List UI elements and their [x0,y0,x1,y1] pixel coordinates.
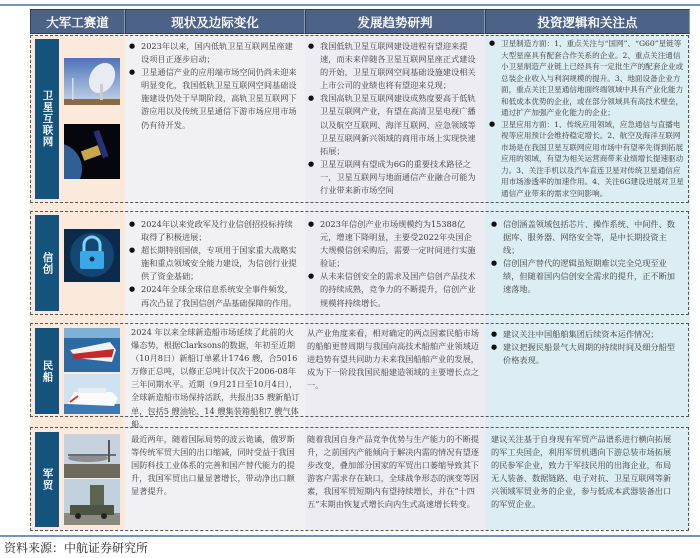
invest-item: ● 卫星应用方面：1、传统应用领域，应急通信与直播电视等应用预计会维持稳定增长。2、航空及海洋互联网市场是在我国卫星互联网应用市场中有望率先得到拓展应用的领域，有望为相关运营商带来业绩增长提速驱动力。3、关注手机以及汽车直连卫星对传统卫星通信应用市场渗透率的加速作用。4、关注6G建设进展对卫星通信产业带来的需求空间影响。 [489,119,685,200]
bottom-rule [0,535,700,537]
status-item: ● 2023年以来，国内低轨卫星互联网星座建设项目正逐步启动； [129,40,301,66]
row-label: 卫星互联网 [35,39,59,199]
row-xinchuang [30,211,689,315]
trend-item: ● 卫星互联网有望成为6G的重要技术路径之一，卫星互联网与地面通信产业融合可能为行业带来新市场空间 [308,158,482,197]
invest-item: ● 信创国产替代的逻辑虽短期难以完全兑现至业绩，但随着国内信创安全需求的提升，正不断加速落地。 [491,257,677,296]
header-trend: 发展趋势研判 [305,9,485,34]
invest-cell [491,433,677,512]
trend-text: 从产业角度来看，相对确定的两点因素民船市场的船舶更替周期与我国向高技术船舶产业领域迈进趋势有望共同助力未来我国船舶产业的发展，成为下一阶段我国民船建造领域的主要增长点之一。 [307,328,479,391]
row-civil-ships [30,323,689,429]
row-label: 民船 [35,328,59,414]
trend-item: ● 我国低轨卫星互联网建设进程有望迎来提速，而未来伴随各卫星互联网星座正式建设的开始，卫星互联网空间基础设施建设相关上市公司的业绩也将有望迎来兑现； [308,40,482,92]
row-satellite-internet [30,35,689,203]
trend-cell [307,433,483,512]
cruise-ship-image [64,374,120,414]
invest-cell [491,218,677,297]
top-rule [0,4,700,6]
invest-cell [489,38,685,199]
source-note: 资料来源：中航证券研究所 [4,541,149,555]
status-item: ● 卫星通信产业的应用端市场空间仍尚未迎来明显变化，我国低轨卫星互联网空间基础设施建设仍处于早期阶段，高轨卫星互联网下游应用以及传统卫星通信下游市场应用市场仍有待开发。 [129,66,301,131]
status-item: ● 2024年全球全球信息系统安全事件频发，再次凸显了我国信创产品基础保障的作用。 [129,283,301,309]
satellite-orbit-image [64,124,120,179]
status-cell [129,40,301,132]
status-text: 最近两年，随着国际局势的波云诡谲，俄罗斯等传统军贸大国的出口缩减，同时受益于我国国防科技工业体系的完善和国产替代能力的提升，我国军贸出口量显著增长，带动净出口额显著提升。 [131,434,295,497]
status-cell [131,326,301,431]
satellite-dish-image [64,58,120,105]
invest-item: ● 卫星制造方面：1、重点关注与“国网”、“G60”星链等大型星座具有配套合作关系的企业。2、重点关注通信小卫星制造产业链上已经具有一定批生产的配套企业或总装企业收入与利润规模的提升。3、地面设备企业方面，重点关注卫星通信地面终端领域中具有产业化能力和低成本优势的企业，或在部分领域具有高技术壁垒，通过扩产加强产业化能力的企业； [489,38,685,119]
invest-item: ● 建议关注中国船舶集团后续资本运作情况； [491,328,677,341]
status-item: ● 2024年以来党政军及行业信创招投标持续取得了积极进展； [129,218,301,244]
trend-item: ● 2023年信创产业市场规模约为15388亿元，增速下降明显，主要受2022年央国企大规模信创采购后，需要一定时间进行实施验证； [308,218,480,270]
status-cell [131,433,301,498]
trend-item: ● 从未来信创安全的需求及国产信创产品技术的持续成熟，竞争力的不断提升，信创产业规模将持续增长。 [308,270,480,309]
trend-cell [308,40,482,197]
invest-cell [491,328,677,367]
status-text: 2024 年以来全球新造船市场延续了此前的火爆态势，根据Clarksons的数据，年初至近期（10月8日）新船订单累计1746 艘，合5016万修正总吨，以修正总吨计仅次于2006-08年三年同期水平。近期（9月21日至10月4日），全球新造船市场保持活跃，共报出35 艘新船订单，包括5 艘油轮、14 艘集装箱船和7 艘气体船。 [131,327,300,429]
header-status: 现状及边际变化 [125,9,305,34]
invest-text: 建议关注基于自身现有军贸产品谱系进行横向拓展的军工央国企，利用军贸机遇向下游总装市场拓展的民参军企业，致力于军技民用的出海企业，布局无人装备、数据链路、电子对抗、卫星互联网等新兴领域军贸业务的企业，参与低成本武器装备出口的军贸企业。 [491,434,672,510]
trend-text: 随着我国自身产品竞争优势与生产能力的不断提升，之前国内产能倾向于解决内需的情况有望逐步改变，叠加部分国家的军贸出口萎缩导致其下游客户需求存在缺口，全球战争形态的演变等因素，我国军贸短期内有望持续增长，并在“十四五”末期由恢复式增长向内生式高速增长转变。 [307,434,479,510]
trend-cell [307,327,483,392]
trend-cell [308,218,480,310]
status-cell [129,218,301,310]
trend-item: ● 我国高轨卫星互联网建设成熟度要高于低轨卫星互联网产业，有望在高清卫星电视广播以及航空互联网、海洋互联网、应急领域等卫星互联网新兴领域的商用市场上实现快速拓展； [308,92,482,157]
cargo-ship-image [64,328,120,372]
status-item: ● 超长期特别国债，专项用于国家重大战略实施和重点领域安全能力建设，为信创行业提供了资金基础； [129,244,301,283]
missile-launcher-image [64,479,120,525]
header-invest: 投资逻辑和关注点 [485,9,690,34]
drone-image [64,434,120,478]
row-label: 军贸 [35,432,59,527]
row-label: 信创 [35,215,59,311]
invest-item: ● 建议把握民船景气大周期的持续时间及细分船型价格表现。 [491,341,677,367]
padlock-image [64,229,120,282]
row-military-trade [30,427,689,531]
header-track: 大军工赛道 [30,9,125,34]
invest-item: ● 信创涵盖领域包括芯片、操作系统、中间件、数据库、服务器、网络安全等，是中长期投资主线； [491,218,677,257]
